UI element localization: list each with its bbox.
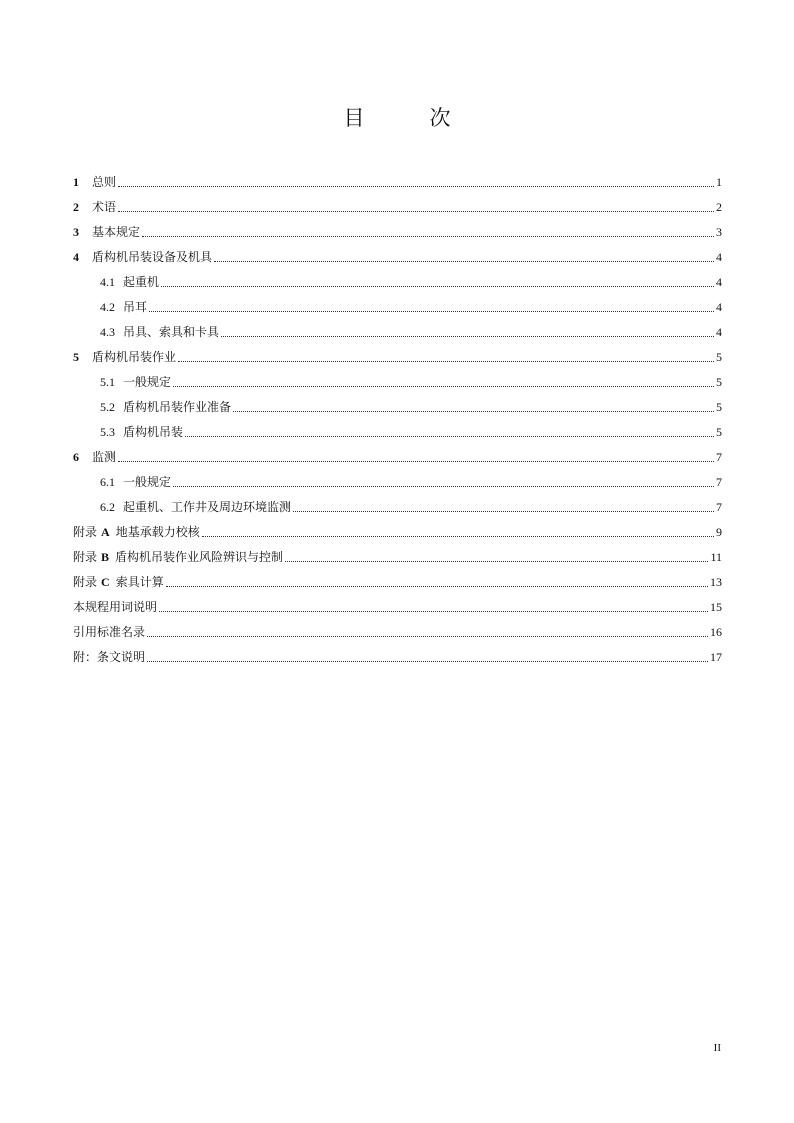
toc-entry-title: 吊耳 <box>123 300 148 314</box>
toc-entry-number: 4 <box>73 250 79 264</box>
toc-entry-page: 9 <box>716 525 722 539</box>
dot-leader <box>161 286 714 287</box>
toc-entry-number: 5 <box>73 350 79 364</box>
toc-entry-title: 术语 <box>92 200 117 214</box>
toc-entry-number: 5.2 <box>100 400 115 414</box>
toc-entry-page: 5 <box>716 350 722 364</box>
toc-entry-6[interactable] <box>73 445 722 470</box>
toc-entry-page: 15 <box>710 600 722 614</box>
toc-entry-number: 6.1 <box>100 475 115 489</box>
table-of-contents <box>73 170 722 670</box>
toc-entry-5-3[interactable] <box>73 420 722 445</box>
toc-title: 目 次 <box>343 106 473 130</box>
toc-entry-number: 2 <box>73 200 79 214</box>
toc-entry-4-1[interactable] <box>73 270 722 295</box>
toc-entry-1[interactable] <box>73 170 722 195</box>
toc-entry-number: 5.1 <box>100 375 115 389</box>
toc-entry-title: 盾构机吊装作业 <box>92 350 177 364</box>
toc-entry-page: 16 <box>710 625 722 639</box>
appendix-prefix: 附录 <box>73 575 98 589</box>
toc-entry-number: 5.3 <box>100 425 115 439</box>
toc-entry-appendix-a[interactable] <box>73 520 722 545</box>
dot-leader <box>214 261 714 262</box>
toc-entry-title: 监测 <box>92 450 117 464</box>
toc-entry-title: 总则 <box>92 175 117 189</box>
toc-entry-title: 本规程用词说明 <box>73 600 158 614</box>
toc-entry-page: 4 <box>716 275 722 289</box>
toc-entry-page: 1 <box>716 175 722 189</box>
toc-entry-title: 一般规定 <box>123 475 172 489</box>
dot-leader <box>118 186 714 187</box>
toc-entry-page: 5 <box>716 400 722 414</box>
dot-leader <box>147 661 708 662</box>
dot-leader <box>118 461 714 462</box>
dot-leader <box>147 636 708 637</box>
toc-entry-title: 吊具、索具和卡具 <box>123 325 220 339</box>
toc-entry-page: 4 <box>716 300 722 314</box>
toc-entry-number: 4.3 <box>100 325 115 339</box>
toc-entry-wording-explanation[interactable] <box>73 595 722 620</box>
appendix-letter: A <box>101 525 110 539</box>
toc-entry-title: 一般规定 <box>123 375 172 389</box>
toc-entry-page: 17 <box>710 650 722 664</box>
dot-leader <box>221 336 714 337</box>
toc-entry-5-2[interactable] <box>73 395 722 420</box>
toc-entry-4-3[interactable] <box>73 320 722 345</box>
appendix-prefix: 附录 <box>73 525 98 539</box>
dot-leader <box>173 386 714 387</box>
toc-entry-cited-standards[interactable] <box>73 620 722 645</box>
toc-entry-number: 4.2 <box>100 300 115 314</box>
toc-entry-6-1[interactable] <box>73 470 722 495</box>
page-number-footer: II <box>713 1042 721 1054</box>
toc-entry-3[interactable] <box>73 220 722 245</box>
dot-leader <box>293 511 714 512</box>
dot-leader <box>118 211 714 212</box>
toc-entry-title: 索具计算 <box>115 575 164 589</box>
toc-entry-page: 7 <box>716 450 722 464</box>
toc-entry-6-2[interactable] <box>73 495 722 520</box>
toc-entry-title: 基本规定 <box>92 225 141 239</box>
toc-entry-4[interactable] <box>73 245 722 270</box>
toc-entry-page: 7 <box>716 475 722 489</box>
dot-leader <box>233 411 714 412</box>
toc-entry-title: 盾构机吊装 <box>123 425 184 439</box>
toc-entry-title: 起重机、工作井及周边环境监测 <box>123 500 292 514</box>
toc-entry-title: 盾构机吊装设备及机具 <box>92 250 213 264</box>
toc-entry-appendix-b[interactable] <box>73 545 722 570</box>
toc-entry-5[interactable] <box>73 345 722 370</box>
dot-leader <box>166 586 708 587</box>
toc-entry-5-1[interactable] <box>73 370 722 395</box>
dot-leader <box>149 311 714 312</box>
toc-entry-title: 附：条文说明 <box>73 650 146 664</box>
appendix-prefix: 附录 <box>73 550 98 564</box>
dot-leader <box>178 361 714 362</box>
toc-entry-appendix-c[interactable] <box>73 570 722 595</box>
dot-leader <box>202 536 714 537</box>
dot-leader <box>285 561 708 562</box>
dot-leader <box>173 486 714 487</box>
toc-entry-4-2[interactable] <box>73 295 722 320</box>
toc-entry-title: 盾构机吊装作业风险辨识与控制 <box>115 550 284 564</box>
toc-entry-number: 3 <box>73 225 79 239</box>
dot-leader <box>142 236 714 237</box>
toc-entry-clause-notes[interactable] <box>73 645 722 670</box>
toc-entry-page: 5 <box>716 375 722 389</box>
toc-entry-page: 11 <box>710 550 722 564</box>
toc-entry-page: 4 <box>716 250 722 264</box>
toc-entry-page: 2 <box>716 200 722 214</box>
appendix-letter: B <box>101 550 110 564</box>
toc-entry-page: 3 <box>716 225 722 239</box>
toc-entry-title: 起重机 <box>123 275 160 289</box>
dot-leader <box>159 611 708 612</box>
toc-entry-page: 4 <box>716 325 722 339</box>
dot-leader <box>185 436 714 437</box>
toc-entry-number: 4.1 <box>100 275 115 289</box>
toc-entry-title: 盾构机吊装作业准备 <box>123 400 232 414</box>
toc-entry-number: 6.2 <box>100 500 115 514</box>
toc-entry-page: 13 <box>710 575 722 589</box>
toc-entry-number: 1 <box>73 175 79 189</box>
appendix-letter: C <box>101 575 110 589</box>
toc-entry-number: 6 <box>73 450 79 464</box>
toc-entry-title: 引用标准名录 <box>73 625 146 639</box>
toc-entry-page: 7 <box>716 500 722 514</box>
toc-entry-page: 5 <box>716 425 722 439</box>
toc-entry-2[interactable] <box>73 195 722 220</box>
toc-entry-title: 地基承载力校核 <box>115 525 200 539</box>
